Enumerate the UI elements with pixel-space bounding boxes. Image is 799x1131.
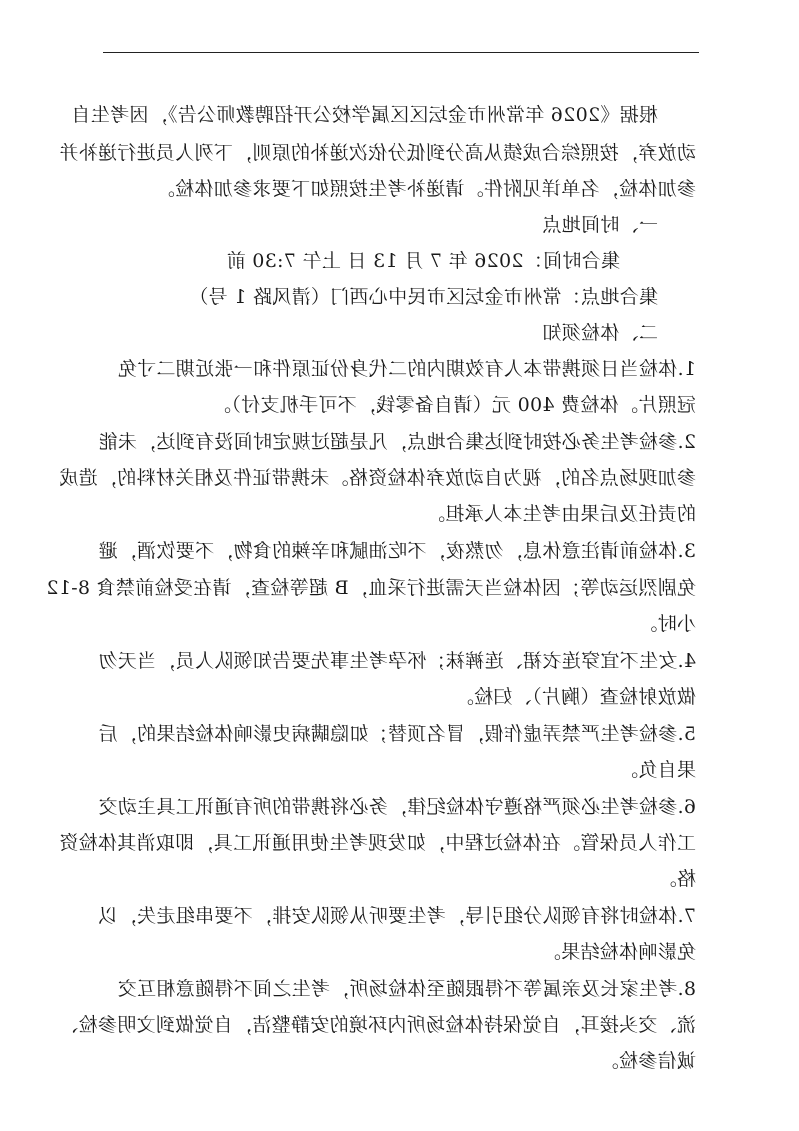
note-6-line-1: 6.参检考生必须严格遵守体检纪律，务必将携带的所有通讯工具主动交 <box>98 796 696 818</box>
note-1-line-1: 1.体检当日须携带本人有效期内的二代身份证原件和一张近期二寸免 <box>117 358 696 380</box>
note-8-line-3: 诚信参检。 <box>599 1050 696 1072</box>
note-3-line-2: 免剧烈运动等；因体检当天需进行采血，B 超等检查，请在受检前禁食 8-12 <box>46 577 696 599</box>
note-6-line-3: 格。 <box>657 868 696 890</box>
assembly-time: 集合时间：2026 年 7 月 13 日 上午 7:30 前 <box>226 250 620 272</box>
paragraph-intro-line-3: 参加体检，名单详见附件。请递补考生按照如下要求参加体检。 <box>155 178 696 200</box>
note-8-line-1: 8.考生家长及亲属等不得跟随至体检场所，考生之间不得随意相互交 <box>117 978 696 1000</box>
note-5-line-2: 果自负。 <box>618 759 696 781</box>
note-1-line-2: 冠照片。体检费 400 元（请自备零钱，不可手机支付）。 <box>211 394 696 416</box>
note-4-line-1: 4.女生不宜穿连衣裙、连裤袜；怀孕考生事先要告知领队人员，当天勿 <box>98 650 696 672</box>
paragraph-intro-line-1: 根据《2026 年常州市金坛区区属学校公开招聘教师公告》，因考生自 <box>71 104 658 126</box>
note-2-line-3: 的责任及后果由考生本人承担。 <box>425 503 696 525</box>
section-heading-time-place: 一、时间地点 <box>542 214 658 236</box>
note-2-line-1: 2.参检考生务必按时到达集合地点，凡是超过规定时间没有到达，未能 <box>98 431 696 453</box>
note-7-line-2: 免影响体检结果。 <box>541 941 696 963</box>
note-3-line-3: 小时。 <box>638 613 696 635</box>
note-8-line-2: 流、交头接耳，自觉保持体检场所内环境的安静整洁，自觉做到文明参检、 <box>59 1014 696 1036</box>
assembly-place: 集合地点：常州市金坛区市民中心西门（清风路 1 号） <box>189 286 658 308</box>
note-4-line-2: 做放射检查（胸片）、妇检。 <box>454 686 696 708</box>
note-6-line-2: 工作人员保管。在体检过程中，如发现考生使用通讯工具，即取消其体检资 <box>59 832 696 854</box>
note-7-line-1: 7.体检时将有领队分组引导，考生要听从领队安排，不要串组走失，以 <box>98 905 696 927</box>
note-2-line-2: 参加现场点名的，视为自动放弃体检资格。未携带证件及相关材料的，造成 <box>59 467 696 489</box>
section-heading-notes: 二、体检须知 <box>542 322 658 344</box>
note-5-line-1: 5.参检考生严禁弄虚作假，冒名顶替；如隐瞒病史影响体检结果的，后 <box>98 723 696 745</box>
paragraph-intro-line-2: 动放弃，按照综合成绩从高分到低分依次递补的原则，下列人员进行递补并 <box>59 142 696 164</box>
note-3-line-1: 3.体检前请注意休息，勿熬夜，不吃油腻和辛辣的食物，不要饮酒，避 <box>98 540 696 562</box>
